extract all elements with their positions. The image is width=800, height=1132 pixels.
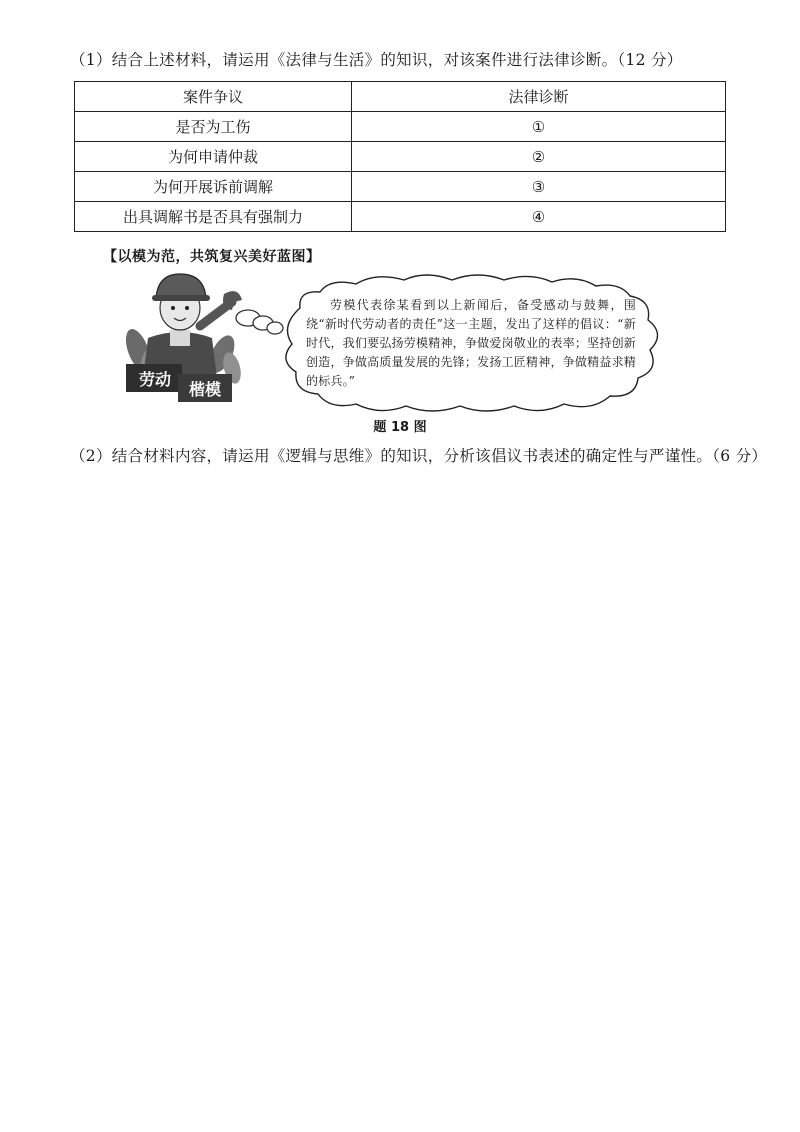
table-row xyxy=(75,112,726,142)
speech-text: 劳模代表徐某看到以上新闻后，备受感动与鼓舞，围绕“新时代劳动者的责任”这一主题，发出了这样的倡议：“新时代，我们要弘扬劳模精神，争做爱岗敬业的表率；坚持创新创造，争做高质量发展的先锋；发扬工匠精神，争做精益求精的标兵。” xyxy=(306,298,636,388)
dispute-cell: 为何申请仲裁 xyxy=(75,142,352,172)
diagnosis-cell: ① xyxy=(352,112,726,142)
dispute-cell: 出具调解书是否具有强制力 xyxy=(75,202,352,232)
legal-diagnosis-table xyxy=(74,81,726,232)
table-row xyxy=(75,202,726,232)
dispute-cell: 是否为工伤 xyxy=(75,112,352,142)
diagnosis-cell: ③ xyxy=(352,172,726,202)
dispute-cell: 为何开展诉前调解 xyxy=(75,172,352,202)
figure-18 xyxy=(120,268,680,418)
question-1: （1）结合上述材料，请运用《法律与生活》的知识，对该案件进行法律诊断。（12 分） xyxy=(70,51,683,69)
table-row xyxy=(75,142,726,172)
question-2: （2）结合材料内容，请运用《逻辑与思维》的知识，分析该倡议书表述的确定性与严谨性。（6 分） xyxy=(70,447,768,465)
figure-caption: 题 18 图 xyxy=(373,420,427,435)
header-dispute: 案件争议 xyxy=(75,82,352,112)
section-title: 【以模为范，共筑复兴美好蓝图】 xyxy=(103,249,321,265)
diagnosis-cell: ② xyxy=(352,142,726,172)
badge-labor: 劳动 xyxy=(138,370,171,389)
table-row xyxy=(75,172,726,202)
badge-model: 楷模 xyxy=(188,380,221,399)
table-header-row xyxy=(75,82,726,112)
diagnosis-cell: ④ xyxy=(352,202,726,232)
header-diagnosis: 法律诊断 xyxy=(352,82,726,112)
